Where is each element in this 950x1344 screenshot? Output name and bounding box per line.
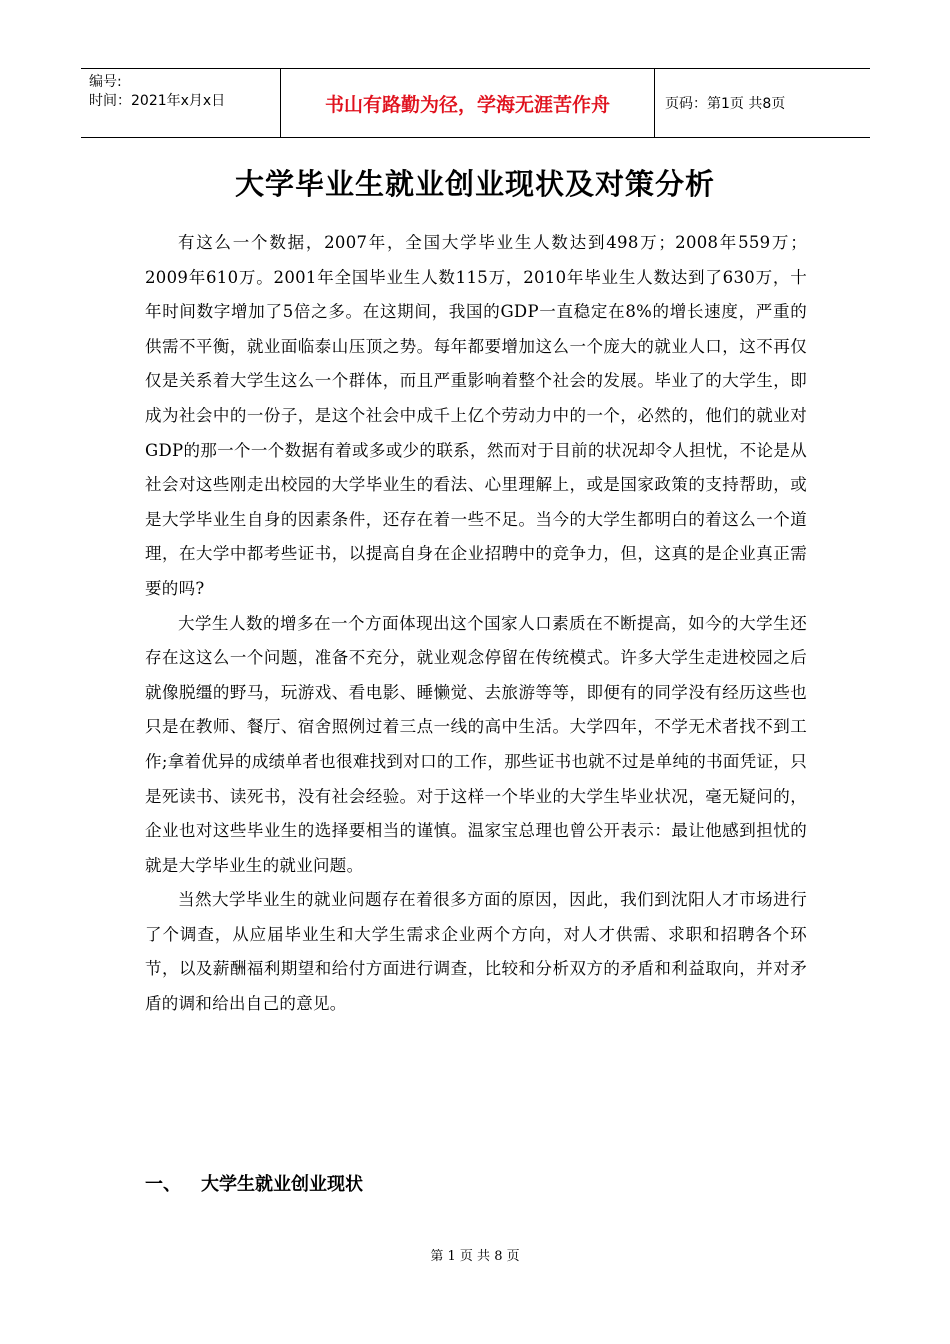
page-info-text: 页码：第1页 共8页 [665, 96, 786, 112]
section-title: 大学生就业创业现状 [201, 1174, 363, 1195]
document-title: 大学毕业生就业创业现状及对策分析 [234, 167, 715, 201]
motto-text: 书山有路勤为径，学海无涯苦作舟 [324, 93, 610, 116]
document-body [145, 226, 807, 1022]
header-meta-cell [81, 69, 281, 137]
motto-cell [281, 69, 655, 137]
page-info-cell [655, 69, 870, 137]
page-footer: 第 1 页 共 8 页 [430, 1249, 520, 1264]
header-table [81, 68, 870, 138]
paragraph-2: 大学生人数的增多在一个方面体现出这个国家人口素质在不断提高，如今的大学生还存在这这么一个问题，准备不充分，就业观念停留在传统模式。许多大学生走进校园之后就像脱缰的野马，玩游戏、看电影、睡懒觉、去旅游等等，即便有的同学没有经历这些也只是在教师、餐厅、宿舍照例过着三点一线的高中生活。大学四年，不学无术者找不到工作;拿着优异的成绩单者也很难找到对口的工作，那些证书也就不过是单纯的书面凭证，只是死读书、读死书，没有社会经验。对于这样一个毕业的大学生毕业状况，毫无疑问的，企业也对这些毕业生的选择要相当的谨慎。温家宝总理也曾公开表示：最让他感到担忧的就是大学毕业生的就业问题。 [145, 613, 807, 875]
section-number: 一、 [145, 1174, 181, 1195]
paragraph-3: 当然大学毕业生的就业问题存在着很多方面的原因，因此，我们到沈阳人才市场进行了个调查，从应届毕业生和大学生需求企业两个方向，对人才供需、求职和招聘各个环节，以及薪酬福利期望和给付方面进行调查，比较和分析双方的矛盾和利益取向，并对矛盾的调和给出自己的意见。 [145, 890, 807, 1014]
paragraph-1: 有这么一个数据，2007年，全国大学毕业生人数达到498万；2008年559万；2009年610万。2001年全国毕业生人数115万，2010年毕业生人数达到了630万，十年时间数字增加了5倍之多。在这期间，我国的GDP一直稳定在8%的增长速度，严重的供需不平衡，就业面临泰山压顶之势。每年都要增加这么一个庞大的就业人口，这不再仅仅是关系着大学生这么一个群体，而且严重影响着整个社会的发展。毕业了的大学生，即成为社会中的一份子，是这个社会中成千上亿个劳动力中的一个，必然的，他们的就业对GDP的那一个一个数据有着或多或少的联系，然而对于目前的状况却令人担忧，不论是从社会对这些刚走出校园的大学毕业生的看法、心里理解上，或是国家政策的支持帮助，或是大学毕业生自身的因素条件，还存在着一些不足。当今的大学生都明白的着这么一个道理，在大学中都考些证书，以提高自身在企业招聘中的竞争力，但，这真的是企业真正需要的吗? [145, 233, 807, 598]
number-label: 编号: [89, 74, 122, 90]
time-label: 时间：2021年x月x日 [89, 93, 226, 109]
section-heading [145, 1170, 363, 1196]
